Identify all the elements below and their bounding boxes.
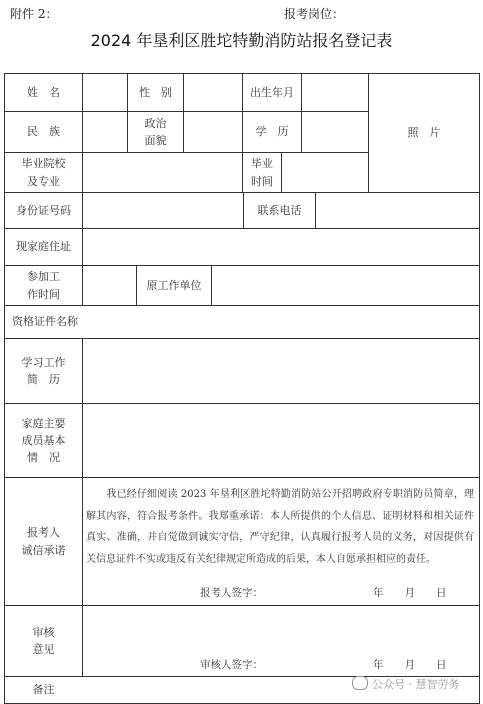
wechat-icon [352,676,368,690]
resume-label: 学习工作 简 历 [21,355,66,386]
grad-time-label: 毕业 时间 [251,157,273,188]
address-field[interactable] [83,229,479,265]
school-field[interactable] [83,153,242,192]
review-date: 年 月 日 [373,659,447,671]
applicant-sign-field[interactable] [262,582,362,598]
phone-label: 联系电话 [257,203,302,217]
family-field[interactable] [83,404,479,477]
remarks-field[interactable] [83,677,343,703]
reviewer-sign-label: 审核人签字： [200,659,263,671]
cert-field[interactable] [86,306,479,338]
applicant-date: 年 月 日 [373,587,447,599]
family-label: 家庭主要 成员基本 情 况 [21,416,66,465]
watermark-text: 公众号 · 慧智劳务 [372,678,460,691]
prev-unit-field[interactable] [212,266,479,305]
applicant-sign-label: 报考人签字： [200,587,263,599]
phone-field[interactable] [316,193,479,228]
promise-statement: 我已经仔细阅读 2023 年垦利区胜坨特勤消防站公开招聘政府专职消防员简章，理解其内容，符合报考条件。我郑重承诺：本人所提供的个人信息、证明材料和相关证件真实、准确，并自觉做到诚实守信，严守纪律，认真履行报考人员的义务，对因提供有关信息证件不实或违反有关纪律规定所造成的后果，本人自愿承担相应的责任。 [86,489,474,565]
address-label: 现家庭住址 [16,240,71,254]
resume-field[interactable] [83,339,479,403]
school-label: 毕业院校 及专业 [21,157,66,188]
birth-label: 出生年月 [250,85,294,99]
form-title: 2024 年垦利区胜坨特勤消防站报名登记表 [90,31,393,50]
photo-box[interactable]: 照 片 [407,126,441,140]
cert-label: 资格证件名称 [12,315,78,329]
education-field[interactable] [302,112,368,152]
politics-field[interactable] [184,112,242,152]
reviewer-sign-field[interactable] [262,654,362,670]
name-label: 姓 名 [27,85,60,99]
remarks-label: 备注 [32,683,55,697]
attachment-number: 附件 2： [10,7,58,21]
work-start-field[interactable] [83,266,136,305]
post-label: 报考岗位： [284,7,345,21]
politics-label: 政治 面貌 [144,116,167,147]
birth-field[interactable] [302,74,368,111]
promise-label: 报考人 诚信承诺 [21,526,66,557]
watermark [352,676,460,692]
ethnicity-label: 民 族 [27,125,60,139]
name-field[interactable] [83,74,127,111]
prev-unit-label: 原工作单位 [146,278,202,292]
gender-label: 性 别 [139,85,172,99]
education-label: 学 历 [255,125,289,139]
work-start-label: 参加工 作时间 [27,270,60,301]
ethnicity-field[interactable] [83,112,127,152]
id-field[interactable] [83,193,243,228]
id-label: 身份证号码 [16,203,71,217]
gender-field[interactable] [184,74,242,111]
review-label: 审核 意见 [32,625,55,656]
grad-time-field[interactable] [282,153,368,192]
